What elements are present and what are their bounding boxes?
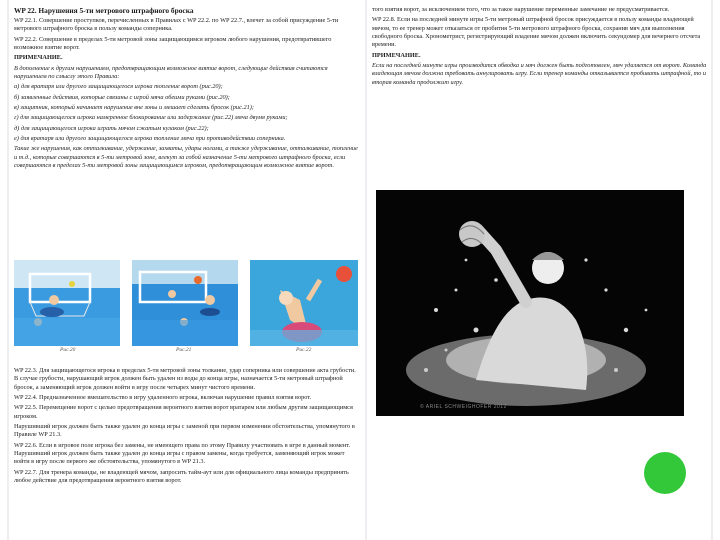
- left-column-text: [14, 6, 358, 173]
- left-top-paragraph: д) для защищающегося игрока играть мячом сжатым кулаком (рис.22);: [14, 124, 209, 132]
- right-paragraph: ПРИМЕЧАНИЕ.: [372, 51, 421, 59]
- left-top-paragraph: е) для вратаря или другого защищающегося игрока топление мяча при противодействии соперника.: [14, 135, 286, 143]
- right-paragraph: того взятия ворот, за исключением того, что за такое нарушение переменные замечание не предусматривается.: [372, 6, 670, 13]
- left-column-text-bottom: [14, 367, 358, 487]
- left-top-paragraph: ПРИМЕЧАНИЕ.: [14, 54, 63, 62]
- figure-strip: [14, 260, 358, 346]
- left-top-paragraph: Такие же нарушения, как отталкивание, удержание, захваты, удары ногами, а также удерживание, отталкивание, топление и т.д., которые совершаются в 5-ти метровой зоне, влекут за собой назначение 5-ти метрового штрафного броска, если совершаются в пределах 5-ти метровой зоны защищающимся игроком, предотвращающим возможное взятие ворот.: [14, 145, 358, 170]
- right-paragraph: Если на последней минуте игры производится обводка и мяч должен быть подготовлен, мяч удаляется от ворот. Команда владеющая мячом должна требовать аннулировать игру. Если тренер команды отказывается пробивать штрафной, то и вторая команда продолжит игру.: [372, 62, 707, 86]
- left-bottom-paragraph: WP 22.4. Предназначенное вмешательство в игру удаленного игрока, включая нарушение правил взятия ворот.: [14, 394, 312, 402]
- left-bottom-paragraph: WP 22.6. Если в игровое поле игрока без замены, не имеющего права по этому Правилу участвовать в игре в данный момент. Нарушивший игрок должен быть также удален до конца игры с правом замены, когда требуется, заменяющий игрок может войти в игру после первого же обстоятельства, упомянутого в WP 21.3.: [14, 441, 351, 466]
- left-bottom-paragraph: Нарушивший игрок должен быть также удален до конца игры с заменой при первом изменении обстоятельства, упомянутого в Правиле WP 21.3.: [14, 423, 355, 439]
- waterpolo-photo: [376, 190, 684, 416]
- left-top-paragraph: WP 22.2. Совершение в пределах 5-ти метровой зоны защищающимся игроком любого нарушения, предотвратившего возможное взятие ворот.: [14, 35, 332, 52]
- figure-caption-20: Рис.20: [60, 347, 76, 353]
- left-top-paragraph: г) для защищающегося игрока намеренное блокирование или задержание (рис.22) мяча двумя руками;: [14, 114, 288, 122]
- left-bottom-paragraph: WP 22.3. Для защищающегося игрока в пределах 5-ти метровой зоны толкание, удар соперника или совершение акта грубости. В случае грубости, нарушающий игрок должен быть удален из воды до конца игры, назначается 5-ти метровый штрафной бросок, а заменяющий игрок должен войти в игру после четырех минут чистого времени.: [14, 367, 356, 391]
- figure-photo-20: [14, 260, 120, 346]
- left-top-paragraph: в) защитник, который начинает нарушение вне зоны и мешает сделать бросок (рис.21);: [14, 104, 254, 112]
- left-top-paragraph: WP 22. Нарушения 5-ти метрового штрафного броска: [14, 6, 194, 15]
- green-circle-decoration: [644, 452, 686, 494]
- left-top-paragraph: В дополнение к другим нарушениям, предотвращающим возможное взятие ворот, следующие действия считаются нарушением по смыслу этого Правила:: [14, 64, 328, 81]
- photo-watermark: © ARIEL SCHWEIGHOFER 2012: [420, 404, 507, 410]
- left-top-paragraph: а) для вратаря или другого защищающегося игрока топление ворот (рис.20);: [14, 83, 223, 91]
- figure-caption-22: Рис.22: [296, 347, 312, 353]
- right-paragraph: WP 22.8. Если на последней минуте игры 5-ти метровый штрафной бросок присуждается в пользу команды владеющей мячом, то ее тренер может отказаться от пробития 5-ти метрового штрафного броска, сохранив мяч для выполнения свободного броска. Хронометрист, регистрирующий владение мячом должен включить секундомер для вечернего отсчета времени.: [372, 16, 701, 49]
- left-top-paragraph: б) заявленные действия, которые связаны с игрой мяча обеими руками (рис.20);: [14, 93, 230, 101]
- figure-caption-21: Рис.21: [176, 347, 192, 353]
- left-bottom-paragraph: WP 22.7. Для тренера команды, не владеющей мячом, запросить тайм-аут или для официального лица команды предпринять любое действие для предотвращения вероятного взятия ворот.: [14, 468, 349, 485]
- left-bottom-paragraph: WP 22.5. Перемещение ворот с целью предотвращения вероятного взятия ворот вратарем или любым другим защищающимся игроком.: [14, 404, 353, 420]
- right-column-text: [372, 6, 708, 89]
- figure-photo-22: [250, 260, 358, 346]
- left-top-paragraph: WP 22.1. Совершение проступков, перечисленных в Правилах с WP 22.2. по WP 22.7., влечет за собой присуждение 5-ти метрового штрафного броска в пользу команды соперника.: [14, 17, 339, 33]
- figure-photo-21: [132, 260, 238, 346]
